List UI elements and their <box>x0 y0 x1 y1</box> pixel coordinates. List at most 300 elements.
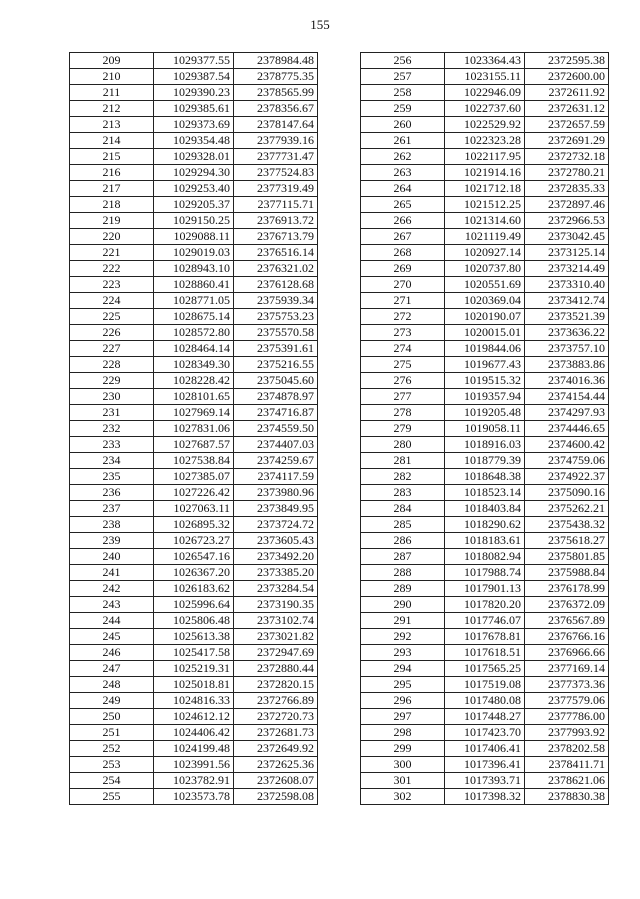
table-row <box>361 245 609 261</box>
y-coordinate-cell: 2375438.32 <box>525 517 609 533</box>
y-coordinate-cell: 2374117.59 <box>234 469 318 485</box>
x-coordinate-cell: 1023155.11 <box>445 69 525 85</box>
table-row <box>361 149 609 165</box>
x-coordinate-cell: 1029150.25 <box>154 213 234 229</box>
page-number: 155 <box>310 17 330 32</box>
table-row <box>361 469 609 485</box>
y-coordinate-cell: 2377319.49 <box>234 181 318 197</box>
table-row <box>361 565 609 581</box>
point-number-cell: 220 <box>70 229 154 245</box>
point-number-cell: 227 <box>70 341 154 357</box>
point-number-cell: 291 <box>361 613 445 629</box>
x-coordinate-cell: 1021512.25 <box>445 197 525 213</box>
y-coordinate-cell: 2378984.48 <box>234 53 318 69</box>
point-number-cell: 299 <box>361 741 445 757</box>
point-number-cell: 253 <box>70 757 154 773</box>
y-coordinate-cell: 2376372.09 <box>525 597 609 613</box>
point-number-cell: 238 <box>70 517 154 533</box>
x-coordinate-cell: 1017565.25 <box>445 661 525 677</box>
x-coordinate-cell: 1024199.48 <box>154 741 234 757</box>
x-coordinate-cell: 1018523.14 <box>445 485 525 501</box>
point-number-cell: 221 <box>70 245 154 261</box>
y-coordinate-cell: 2373636.22 <box>525 325 609 341</box>
x-coordinate-cell: 1025417.58 <box>154 645 234 661</box>
y-coordinate-cell: 2378356.67 <box>234 101 318 117</box>
point-number-cell: 242 <box>70 581 154 597</box>
y-coordinate-cell: 2378147.64 <box>234 117 318 133</box>
x-coordinate-cell: 1018779.39 <box>445 453 525 469</box>
x-coordinate-cell: 1027687.57 <box>154 437 234 453</box>
point-number-cell: 266 <box>361 213 445 229</box>
table-row <box>361 501 609 517</box>
table-row <box>361 485 609 501</box>
point-number-cell: 241 <box>70 565 154 581</box>
x-coordinate-cell: 1017398.32 <box>445 789 525 805</box>
point-number-cell: 268 <box>361 245 445 261</box>
table-row <box>70 181 318 197</box>
table-row <box>361 533 609 549</box>
point-number-cell: 228 <box>70 357 154 373</box>
point-number-cell: 244 <box>70 613 154 629</box>
y-coordinate-cell: 2372600.00 <box>525 69 609 85</box>
y-coordinate-cell: 2377115.71 <box>234 197 318 213</box>
y-coordinate-cell: 2376516.14 <box>234 245 318 261</box>
x-coordinate-cell: 1029354.48 <box>154 133 234 149</box>
table-row <box>70 677 318 693</box>
y-coordinate-cell: 2372897.46 <box>525 197 609 213</box>
point-number-cell: 256 <box>361 53 445 69</box>
x-coordinate-cell: 1017423.70 <box>445 725 525 741</box>
point-number-cell: 300 <box>361 757 445 773</box>
y-coordinate-cell: 2373849.95 <box>234 501 318 517</box>
table-row <box>70 325 318 341</box>
y-coordinate-cell: 2375939.34 <box>234 293 318 309</box>
point-number-cell: 219 <box>70 213 154 229</box>
x-coordinate-cell: 1017988.74 <box>445 565 525 581</box>
point-number-cell: 213 <box>70 117 154 133</box>
x-coordinate-cell: 1029294.30 <box>154 165 234 181</box>
y-coordinate-cell: 2372681.73 <box>234 725 318 741</box>
x-coordinate-cell: 1028349.30 <box>154 357 234 373</box>
point-number-cell: 254 <box>70 773 154 789</box>
y-coordinate-cell: 2377786.00 <box>525 709 609 725</box>
x-coordinate-cell: 1029205.37 <box>154 197 234 213</box>
y-coordinate-cell: 2377939.16 <box>234 133 318 149</box>
y-coordinate-cell: 2373412.74 <box>525 293 609 309</box>
x-coordinate-cell: 1023782.91 <box>154 773 234 789</box>
y-coordinate-cell: 2373757.10 <box>525 341 609 357</box>
x-coordinate-cell: 1026895.32 <box>154 517 234 533</box>
y-coordinate-cell: 2374878.97 <box>234 389 318 405</box>
table-row <box>70 389 318 405</box>
table-row <box>70 133 318 149</box>
table-row <box>361 197 609 213</box>
table-row <box>70 709 318 725</box>
table-row <box>361 117 609 133</box>
point-number-cell: 247 <box>70 661 154 677</box>
y-coordinate-cell: 2375090.16 <box>525 485 609 501</box>
y-coordinate-cell: 2378775.35 <box>234 69 318 85</box>
y-coordinate-cell: 2374716.87 <box>234 405 318 421</box>
x-coordinate-cell: 1029019.03 <box>154 245 234 261</box>
y-coordinate-cell: 2375045.60 <box>234 373 318 389</box>
table-row <box>361 101 609 117</box>
table-row <box>70 661 318 677</box>
x-coordinate-cell: 1017406.41 <box>445 741 525 757</box>
x-coordinate-cell: 1023991.56 <box>154 757 234 773</box>
y-coordinate-cell: 2376178.99 <box>525 581 609 597</box>
y-coordinate-cell: 2372820.15 <box>234 677 318 693</box>
y-coordinate-cell: 2378202.58 <box>525 741 609 757</box>
x-coordinate-cell: 1028228.42 <box>154 373 234 389</box>
point-number-cell: 210 <box>70 69 154 85</box>
table-row <box>361 85 609 101</box>
y-coordinate-cell: 2372608.07 <box>234 773 318 789</box>
y-coordinate-cell: 2374759.06 <box>525 453 609 469</box>
x-coordinate-cell: 1020015.01 <box>445 325 525 341</box>
y-coordinate-cell: 2373102.74 <box>234 613 318 629</box>
x-coordinate-cell: 1024406.42 <box>154 725 234 741</box>
x-coordinate-cell: 1022737.60 <box>445 101 525 117</box>
table-row <box>70 293 318 309</box>
y-coordinate-cell: 2376321.02 <box>234 261 318 277</box>
y-coordinate-cell: 2372780.21 <box>525 165 609 181</box>
y-coordinate-cell: 2372611.92 <box>525 85 609 101</box>
y-coordinate-cell: 2372720.73 <box>234 709 318 725</box>
y-coordinate-cell: 2378621.06 <box>525 773 609 789</box>
point-number-cell: 222 <box>70 261 154 277</box>
table-row <box>70 693 318 709</box>
point-number-cell: 249 <box>70 693 154 709</box>
point-number-cell: 292 <box>361 629 445 645</box>
x-coordinate-cell: 1020737.80 <box>445 261 525 277</box>
x-coordinate-cell: 1020369.04 <box>445 293 525 309</box>
y-coordinate-cell: 2378411.71 <box>525 757 609 773</box>
point-number-cell: 250 <box>70 709 154 725</box>
point-number-cell: 276 <box>361 373 445 389</box>
y-coordinate-cell: 2373214.49 <box>525 261 609 277</box>
table-row <box>361 293 609 309</box>
x-coordinate-cell: 1027538.84 <box>154 453 234 469</box>
table-row <box>70 437 318 453</box>
point-number-cell: 275 <box>361 357 445 373</box>
x-coordinate-cell: 1022946.09 <box>445 85 525 101</box>
y-coordinate-cell: 2374259.67 <box>234 453 318 469</box>
x-coordinate-cell: 1026183.62 <box>154 581 234 597</box>
point-number-cell: 283 <box>361 485 445 501</box>
point-number-cell: 216 <box>70 165 154 181</box>
x-coordinate-cell: 1028675.14 <box>154 309 234 325</box>
y-coordinate-cell: 2376713.79 <box>234 229 318 245</box>
y-coordinate-cell: 2372625.36 <box>234 757 318 773</box>
y-coordinate-cell: 2373605.43 <box>234 533 318 549</box>
point-number-cell: 248 <box>70 677 154 693</box>
y-coordinate-cell: 2377169.14 <box>525 661 609 677</box>
table-row <box>70 149 318 165</box>
y-coordinate-cell: 2373284.54 <box>234 581 318 597</box>
table-row <box>361 629 609 645</box>
x-coordinate-cell: 1017746.07 <box>445 613 525 629</box>
x-coordinate-cell: 1018648.38 <box>445 469 525 485</box>
x-coordinate-cell: 1024816.33 <box>154 693 234 709</box>
point-number-cell: 263 <box>361 165 445 181</box>
table-row <box>70 165 318 181</box>
x-coordinate-cell: 1017480.08 <box>445 693 525 709</box>
point-number-cell: 298 <box>361 725 445 741</box>
point-number-cell: 261 <box>361 133 445 149</box>
x-coordinate-cell: 1025996.64 <box>154 597 234 613</box>
point-number-cell: 301 <box>361 773 445 789</box>
x-coordinate-cell: 1029387.54 <box>154 69 234 85</box>
y-coordinate-cell: 2373190.35 <box>234 597 318 613</box>
y-coordinate-cell: 2373521.39 <box>525 309 609 325</box>
y-coordinate-cell: 2374297.93 <box>525 405 609 421</box>
table-row <box>70 789 318 805</box>
point-number-cell: 265 <box>361 197 445 213</box>
table-row <box>70 277 318 293</box>
point-number-cell: 217 <box>70 181 154 197</box>
point-number-cell: 226 <box>70 325 154 341</box>
table-row <box>70 117 318 133</box>
x-coordinate-cell: 1019205.48 <box>445 405 525 421</box>
point-number-cell: 251 <box>70 725 154 741</box>
y-coordinate-cell: 2374154.44 <box>525 389 609 405</box>
x-coordinate-cell: 1029385.61 <box>154 101 234 117</box>
table-row <box>70 261 318 277</box>
x-coordinate-cell: 1026547.16 <box>154 549 234 565</box>
y-coordinate-cell: 2373492.20 <box>234 549 318 565</box>
x-coordinate-cell: 1029328.01 <box>154 149 234 165</box>
table-row <box>361 773 609 789</box>
x-coordinate-cell: 1021914.16 <box>445 165 525 181</box>
y-coordinate-cell: 2375262.21 <box>525 501 609 517</box>
x-coordinate-cell: 1017820.20 <box>445 597 525 613</box>
x-coordinate-cell: 1018916.03 <box>445 437 525 453</box>
table-row <box>70 405 318 421</box>
table-row <box>70 373 318 389</box>
table-row <box>70 773 318 789</box>
y-coordinate-cell: 2378565.99 <box>234 85 318 101</box>
y-coordinate-cell: 2374407.03 <box>234 437 318 453</box>
y-coordinate-cell: 2377524.83 <box>234 165 318 181</box>
table-row <box>361 693 609 709</box>
y-coordinate-cell: 2377579.06 <box>525 693 609 709</box>
point-number-cell: 259 <box>361 101 445 117</box>
x-coordinate-cell: 1025613.38 <box>154 629 234 645</box>
table-row <box>361 437 609 453</box>
point-number-cell: 246 <box>70 645 154 661</box>
x-coordinate-cell: 1025806.48 <box>154 613 234 629</box>
table-row <box>70 629 318 645</box>
table-row <box>70 357 318 373</box>
table-row <box>70 757 318 773</box>
table-row <box>361 181 609 197</box>
point-number-cell: 245 <box>70 629 154 645</box>
x-coordinate-cell: 1020190.07 <box>445 309 525 325</box>
table-row <box>70 613 318 629</box>
coordinates-table-left <box>69 52 318 805</box>
point-number-cell: 267 <box>361 229 445 245</box>
x-coordinate-cell: 1027831.06 <box>154 421 234 437</box>
x-coordinate-cell: 1019677.43 <box>445 357 525 373</box>
point-number-cell: 287 <box>361 549 445 565</box>
table-row <box>361 613 609 629</box>
x-coordinate-cell: 1021314.60 <box>445 213 525 229</box>
point-number-cell: 271 <box>361 293 445 309</box>
x-coordinate-cell: 1028464.14 <box>154 341 234 357</box>
point-number-cell: 290 <box>361 597 445 613</box>
y-coordinate-cell: 2378830.38 <box>525 789 609 805</box>
point-number-cell: 229 <box>70 373 154 389</box>
x-coordinate-cell: 1022117.95 <box>445 149 525 165</box>
point-number-cell: 294 <box>361 661 445 677</box>
point-number-cell: 274 <box>361 341 445 357</box>
point-number-cell: 224 <box>70 293 154 309</box>
point-number-cell: 262 <box>361 149 445 165</box>
x-coordinate-cell: 1019058.11 <box>445 421 525 437</box>
y-coordinate-cell: 2372657.59 <box>525 117 609 133</box>
point-number-cell: 272 <box>361 309 445 325</box>
y-coordinate-cell: 2372631.12 <box>525 101 609 117</box>
point-number-cell: 288 <box>361 565 445 581</box>
y-coordinate-cell: 2373980.96 <box>234 485 318 501</box>
table-row <box>70 453 318 469</box>
table-row <box>361 725 609 741</box>
table-row <box>70 53 318 69</box>
y-coordinate-cell: 2372947.69 <box>234 645 318 661</box>
x-coordinate-cell: 1017448.27 <box>445 709 525 725</box>
y-coordinate-cell: 2373310.40 <box>525 277 609 293</box>
table-row <box>70 309 318 325</box>
table-row <box>70 517 318 533</box>
x-coordinate-cell: 1029377.55 <box>154 53 234 69</box>
x-coordinate-cell: 1029390.23 <box>154 85 234 101</box>
table-row <box>70 421 318 437</box>
point-number-cell: 289 <box>361 581 445 597</box>
table-row <box>361 133 609 149</box>
point-number-cell: 279 <box>361 421 445 437</box>
table-row <box>361 789 609 805</box>
table-row <box>361 261 609 277</box>
x-coordinate-cell: 1022529.92 <box>445 117 525 133</box>
point-number-cell: 212 <box>70 101 154 117</box>
y-coordinate-cell: 2376966.66 <box>525 645 609 661</box>
table-row <box>361 757 609 773</box>
y-coordinate-cell: 2375618.27 <box>525 533 609 549</box>
y-coordinate-cell: 2373883.86 <box>525 357 609 373</box>
y-coordinate-cell: 2373125.14 <box>525 245 609 261</box>
x-coordinate-cell: 1023573.78 <box>154 789 234 805</box>
y-coordinate-cell: 2374922.37 <box>525 469 609 485</box>
table-row <box>361 517 609 533</box>
point-number-cell: 284 <box>361 501 445 517</box>
table-row <box>361 597 609 613</box>
table-row <box>361 709 609 725</box>
point-number-cell: 235 <box>70 469 154 485</box>
table-row <box>70 469 318 485</box>
y-coordinate-cell: 2376913.72 <box>234 213 318 229</box>
y-coordinate-cell: 2376766.16 <box>525 629 609 645</box>
y-coordinate-cell: 2374600.42 <box>525 437 609 453</box>
point-number-cell: 252 <box>70 741 154 757</box>
y-coordinate-cell: 2372691.29 <box>525 133 609 149</box>
y-coordinate-cell: 2374016.36 <box>525 373 609 389</box>
point-number-cell: 270 <box>361 277 445 293</box>
table-row <box>70 213 318 229</box>
point-number-cell: 285 <box>361 517 445 533</box>
point-number-cell: 255 <box>70 789 154 805</box>
point-number-cell: 215 <box>70 149 154 165</box>
point-number-cell: 278 <box>361 405 445 421</box>
point-number-cell: 281 <box>361 453 445 469</box>
table-row <box>361 405 609 421</box>
y-coordinate-cell: 2372732.18 <box>525 149 609 165</box>
x-coordinate-cell: 1026723.27 <box>154 533 234 549</box>
point-number-cell: 236 <box>70 485 154 501</box>
table-row <box>361 341 609 357</box>
y-coordinate-cell: 2372649.92 <box>234 741 318 757</box>
x-coordinate-cell: 1021119.49 <box>445 229 525 245</box>
point-number-cell: 231 <box>70 405 154 421</box>
point-number-cell: 211 <box>70 85 154 101</box>
point-number-cell: 269 <box>361 261 445 277</box>
table-row <box>70 485 318 501</box>
x-coordinate-cell: 1024612.12 <box>154 709 234 725</box>
x-coordinate-cell: 1027063.11 <box>154 501 234 517</box>
table-row <box>70 101 318 117</box>
y-coordinate-cell: 2375988.84 <box>525 565 609 581</box>
point-number-cell: 239 <box>70 533 154 549</box>
table-row <box>361 549 609 565</box>
table-row <box>361 453 609 469</box>
y-coordinate-cell: 2372880.44 <box>234 661 318 677</box>
x-coordinate-cell: 1017396.41 <box>445 757 525 773</box>
point-number-cell: 240 <box>70 549 154 565</box>
table-row <box>361 229 609 245</box>
x-coordinate-cell: 1029253.40 <box>154 181 234 197</box>
y-coordinate-cell: 2375801.85 <box>525 549 609 565</box>
point-number-cell: 264 <box>361 181 445 197</box>
table-row <box>361 357 609 373</box>
x-coordinate-cell: 1027226.42 <box>154 485 234 501</box>
x-coordinate-cell: 1020551.69 <box>445 277 525 293</box>
table-row <box>361 421 609 437</box>
table-row <box>70 597 318 613</box>
point-number-cell: 297 <box>361 709 445 725</box>
y-coordinate-cell: 2376567.89 <box>525 613 609 629</box>
y-coordinate-cell: 2373042.45 <box>525 229 609 245</box>
table-row <box>70 533 318 549</box>
table-row <box>70 549 318 565</box>
x-coordinate-cell: 1027969.14 <box>154 405 234 421</box>
point-number-cell: 296 <box>361 693 445 709</box>
x-coordinate-cell: 1025219.31 <box>154 661 234 677</box>
y-coordinate-cell: 2377731.47 <box>234 149 318 165</box>
point-number-cell: 233 <box>70 437 154 453</box>
point-number-cell: 302 <box>361 789 445 805</box>
point-number-cell: 237 <box>70 501 154 517</box>
table-row <box>70 229 318 245</box>
y-coordinate-cell: 2375570.58 <box>234 325 318 341</box>
x-coordinate-cell: 1017678.81 <box>445 629 525 645</box>
x-coordinate-cell: 1017901.13 <box>445 581 525 597</box>
x-coordinate-cell: 1022323.28 <box>445 133 525 149</box>
table-row <box>361 309 609 325</box>
table-row <box>361 325 609 341</box>
y-coordinate-cell: 2372595.38 <box>525 53 609 69</box>
x-coordinate-cell: 1025018.81 <box>154 677 234 693</box>
table-row <box>70 725 318 741</box>
